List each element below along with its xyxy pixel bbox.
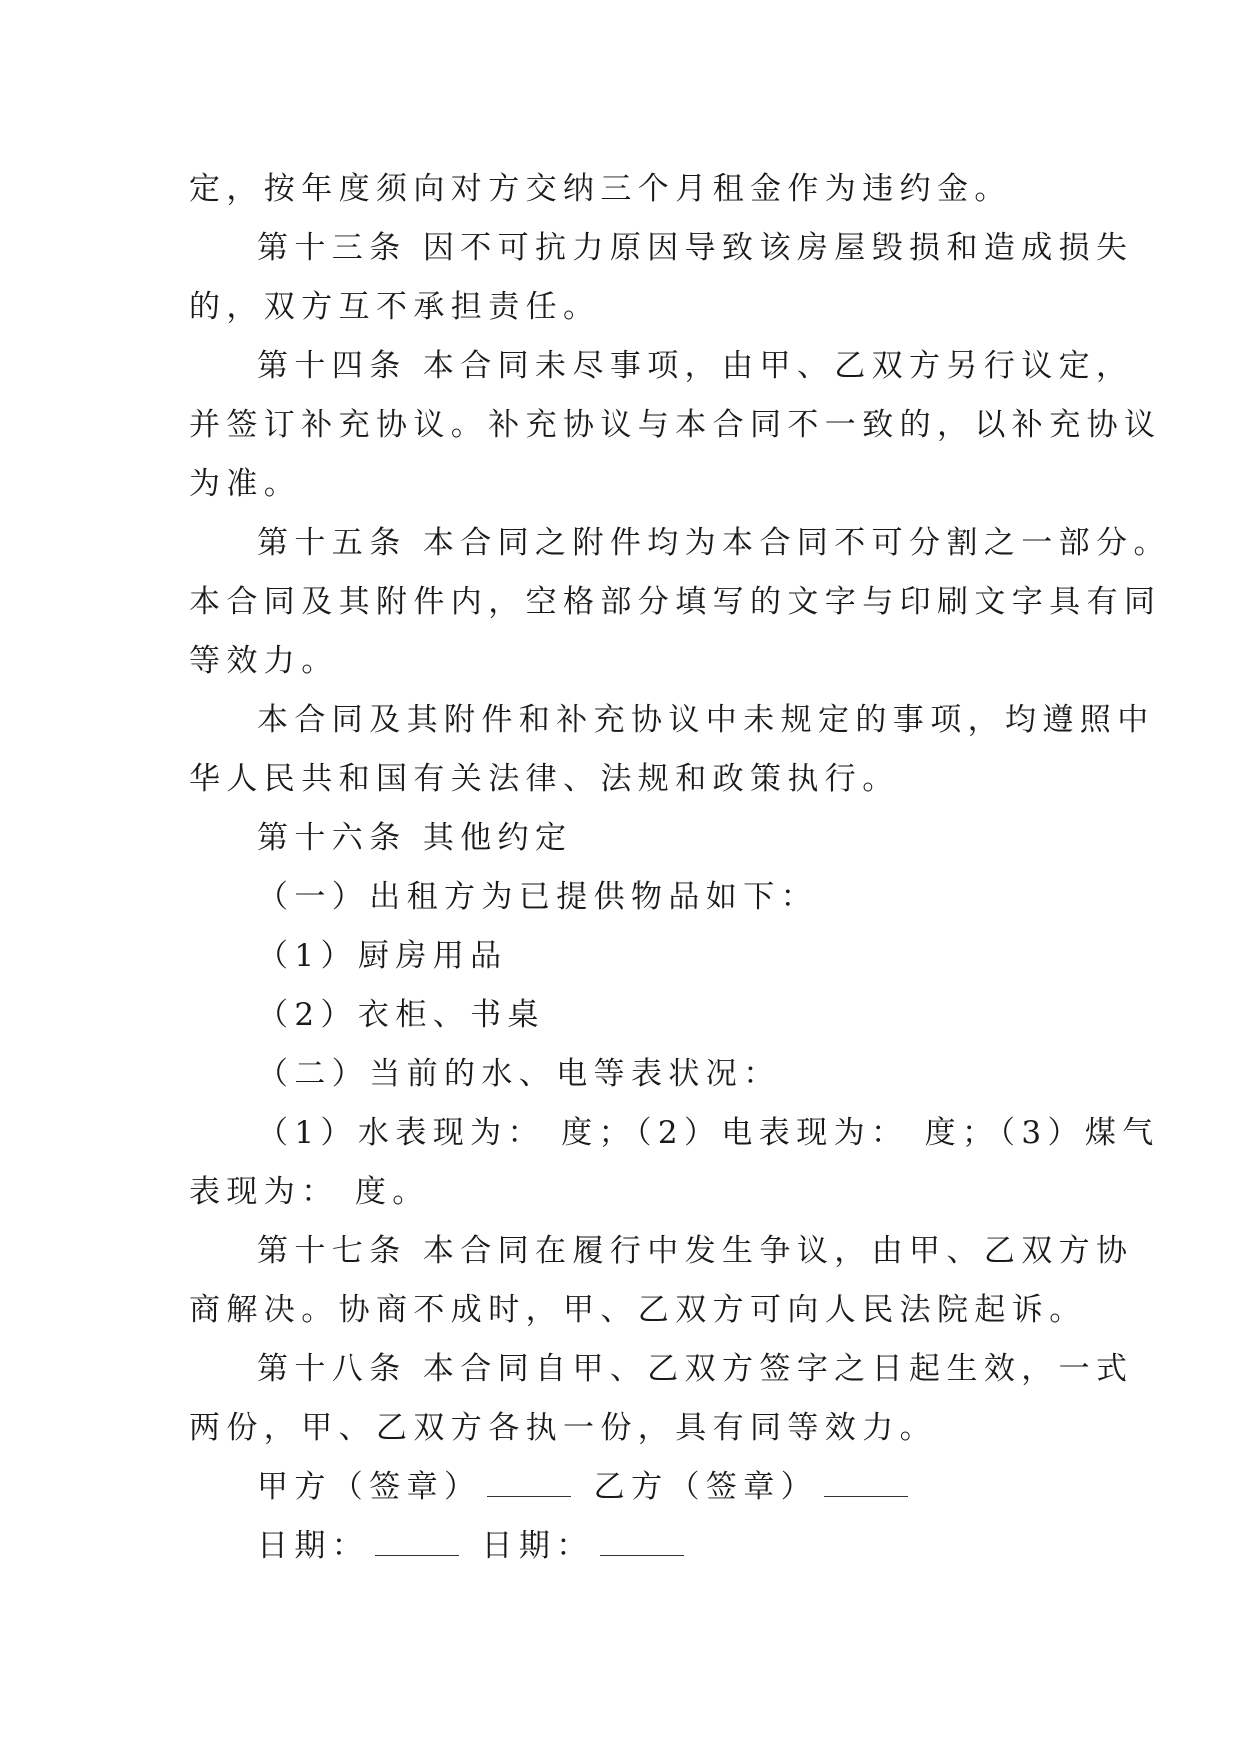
text-line: 商解决。协商不成时，甲、乙双方可向人民法院起诉。 [189,1292,1087,1328]
text-line: 的，双方互不承担责任。 [189,289,601,325]
text-line: 华人民共和国有关法律、法规和政策执行。 [189,761,900,797]
party-a-date-blank [375,1531,459,1556]
list-item: （1）厨房用品 [257,938,508,974]
party-a-signature-blank [487,1472,571,1497]
list-item: （2）衣柜、书桌 [257,997,545,1033]
text-line: 本合同及其附件内，空格部分填写的文字与印刷文字具有同 [189,584,1162,620]
date-line [189,1517,1069,1576]
signature-line [189,1458,1069,1517]
text-line: 本合同及其附件和补充协议中未规定的事项，均遵照中 [257,702,1155,738]
text-line: 并签订补充协议。补充协议与本合同不一致的，以补充协议 [189,407,1162,443]
article-18-line: 第十八条 本合同自甲、乙双方签字之日起生效，一式 [257,1351,1134,1387]
party-b-date-blank [600,1531,684,1556]
article-16-line: 第十六条 其他约定 [257,820,573,856]
article-14-line: 第十四条 本合同未尽事项，由甲、乙双方另行议定， [257,348,1134,384]
article-13-line: 第十三条 因不可抗力原因导致该房屋毁损和造成损失 [257,230,1134,266]
party-b-signature-label: 乙方（签章） [593,1469,819,1505]
text-line: 为准。 [189,466,302,502]
article-15-line: 第十五条 本合同之附件均为本合同不可分割之一部分。 [257,525,1171,561]
meter-readings-line: （1）水表现为： 度；（2）电表现为： 度；（3）煤气 [257,1115,1160,1151]
text-line: 两份，甲、乙双方各执一份，具有同等效力。 [189,1410,937,1446]
party-a-date-label: 日期： [257,1528,370,1564]
article-17-line: 第十七条 本合同在履行中发生争议，由甲、乙双方协 [257,1233,1134,1269]
text-line: 表现为： 度。 [189,1174,430,1210]
text-line: 定，按年度须向对方交纳三个月租金作为违约金。 [189,171,1012,207]
party-a-signature-label: 甲方（签章） [257,1469,482,1505]
list-item: （一）出租方为已提供物品如下： [257,879,818,915]
contract-body [189,160,1171,1576]
party-b-date-label: 日期： [481,1528,594,1564]
party-b-signature-blank [824,1472,908,1497]
text-line: 等效力。 [189,643,339,679]
list-item: （二）当前的水、电等表状况： [257,1056,781,1092]
